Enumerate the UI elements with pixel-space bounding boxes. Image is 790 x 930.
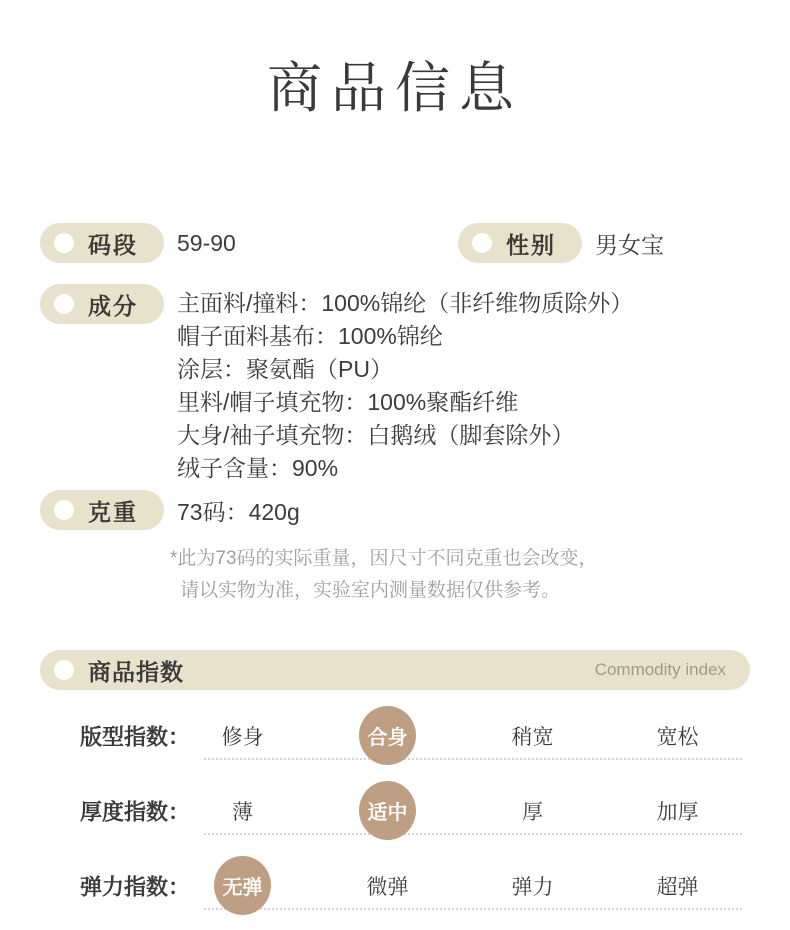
weight-note [170, 543, 790, 607]
option-item: 加厚 [656, 800, 699, 824]
option-item: 厚 [522, 800, 543, 824]
composition-line: 绒子含量：90% [177, 455, 339, 481]
commodity-index-title: 商品指数 [88, 658, 184, 685]
thickness-index-label: 厚度指数： [80, 799, 191, 824]
fit-options [170, 698, 750, 773]
gender-row [458, 223, 664, 263]
weight-note-line: 请以实物为准，实验室内测量数据仅供参考。 [180, 580, 561, 601]
commodity-index-header [40, 650, 750, 690]
composition-label: 成分 [88, 292, 138, 319]
option-item: 微弹 [366, 875, 409, 899]
option-item: 合身 [359, 706, 416, 765]
bullet-dot-icon [54, 294, 74, 314]
bullet-dot-icon [472, 233, 492, 253]
option-item: 薄 [232, 800, 253, 824]
gender-label: 性别 [506, 231, 556, 258]
weight-row [40, 490, 790, 530]
composition-tag [40, 284, 164, 324]
bullet-dot-icon [54, 660, 74, 680]
option-item: 超弹 [656, 875, 699, 899]
composition-lines [177, 287, 633, 485]
size-range-row [40, 223, 458, 263]
composition-line: 里料/帽子填充物：100%聚酯纤维 [177, 389, 519, 415]
composition-line: 涂层：聚氨酯（PU） [177, 356, 393, 382]
size-range-label: 码段 [88, 231, 138, 258]
index-row-thickness [0, 773, 790, 848]
attributes-row-1 [40, 223, 790, 263]
composition-line: 帽子面料基布：100%锦纶 [177, 323, 443, 349]
option-item: 稍宽 [511, 725, 554, 749]
stretch-options [170, 848, 750, 923]
option-item: 修身 [221, 725, 264, 749]
page-title: 商品信息 [266, 57, 523, 119]
index-row-stretch [0, 848, 790, 923]
commodity-index-subtitle: Commodity index [594, 660, 726, 679]
weight-label: 克重 [88, 498, 138, 525]
index-row-fit [0, 698, 790, 773]
thickness-options [170, 773, 750, 848]
option-item: 弹力 [511, 875, 554, 899]
composition-row [40, 284, 790, 485]
gender-value: 男女宝 [595, 231, 664, 258]
bullet-dot-icon [54, 233, 74, 253]
stretch-index-label: 弹力指数： [80, 874, 191, 899]
index-table [0, 698, 790, 923]
weight-tag [40, 490, 164, 530]
fit-index-label: 版型指数： [80, 724, 191, 749]
composition-line: 大身/袖子填充物：白鹅绒（脚套除外） [177, 422, 575, 448]
weight-note-line: *此为73码的实际重量，因尺寸不同克重也会改变， [170, 548, 598, 569]
option-item: 适中 [359, 781, 416, 840]
size-range-value: 59-90 [177, 229, 236, 256]
bullet-dot-icon [54, 500, 74, 520]
size-range-tag [40, 223, 164, 263]
composition-line: 主面料/撞料：100%锦纶（非纤维物质除外） [177, 290, 634, 316]
option-item: 宽松 [656, 725, 699, 749]
weight-value: 73码：420g [177, 498, 300, 525]
gender-tag [458, 223, 582, 263]
option-item: 无弹 [214, 856, 271, 915]
